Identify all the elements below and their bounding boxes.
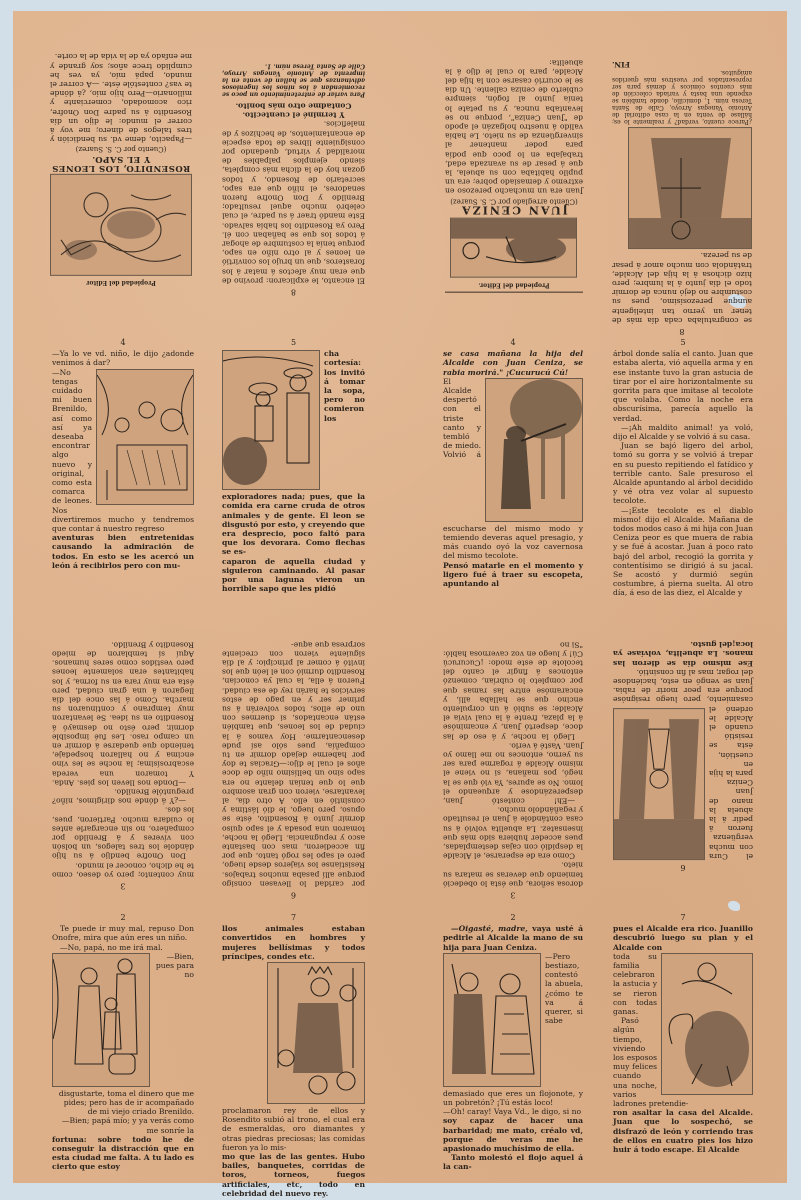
story-text: ron asaltar la casa del Alcalde. Juan que lo sospechó, se disfrazó de león y corriendo tras de ellos en cuatro pies los hizo huir á todo escape. El Alcalde (613, 1108, 753, 1155)
closing-line-2: Contadme otro más bonito. (235, 101, 352, 111)
story-byline: (Cuento arreglado por C. S. Suarez) (450, 197, 578, 206)
page-number: 2 (510, 913, 516, 922)
story-text: Llegó la noche, y á eso de las doce, despertó Juan, y encaminóse á la plaza, frente á la cual vivía el Alcalde; se subió á un corpulento encino que se hallaba allí, y encaramóse entre las ramas que por completo lo cubrían, comenzó entonces á fingir el canto del tecolote de este modo: ¡Cucurucú Cú! y luego en voz cavernosa habló: "Si no (443, 640, 583, 742)
story-text: fortuna: sobre todo he de conseguir la distracción que en esta ciudad me falta. A tu lado es cierto que estoy (52, 1134, 194, 1172)
story-text: se congratulaba cada día más de tener un yerno tan inteligente aunque perezosísimo, pues su costumbre no dejó nunca de dormir todo el día junto á la lumbre; pero hizo dichosa á la hija del Alcalde, tratándola con mucho amor á pesar de su pereza. (612, 251, 752, 325)
owl-call-text: se casa mañana la hija del Alcalde con Juan Ceniza, se rabia morirá." ¡Cucurucú Cú! (443, 349, 583, 377)
illustration-lion-frog (50, 174, 192, 276)
illustration-explorers-lion (222, 350, 320, 490)
story-text: —Papacito, deme vd. su bendición y tres talegos de dinero; me voy á correr el mundo: le dijo un día Rosendito á su padre Don Onofre, rico acomodado, comerciante y millonario—Pero hijo mío, ¿á dónde te vas? contestóle éste. —A correr el mundo, papá mío, ya ves he cumplido trece años; soy grande y me enfado ya de la vida de la corte. (50, 52, 192, 145)
closing-line: Y terminé el cuentecito. (242, 110, 345, 120)
story-text: dorosa señora, que ésta lo obedeció temiendo que deveras se matara su nieto. (443, 861, 583, 889)
story-text: Te puede ir muy mal, repuso Don Onofre, mira que aún eres un niño. (52, 924, 194, 943)
page-number: 4 (120, 338, 126, 347)
editor-line: Propiedad del Editor. (445, 280, 583, 292)
illustration-rosendito-throne (267, 962, 365, 1104)
story-text: mo que las de las gentes. Hubo bailes, banquetes, corridas de toros, torneos, fuegos artificiales, etc, todo en celebridad del nuevo rey. (222, 1152, 365, 1198)
illustration-juan-sleeping-chair (628, 127, 752, 249)
story-text: —Oh! caray! Vaya Vd., le digo, si no (443, 1107, 582, 1117)
story-text: cha cortesía: los invitó á tomar la sopa, pero no comieron los exploradores nada; pues, que la comida era carne cruda de otros animales y de gente. El leon se disgustó por esto, y creyendo que era desprecio, poco faltó para que los devorara. Como flechas se es- (222, 349, 365, 557)
page-number: 5 (680, 338, 686, 347)
illustration-father-son (52, 953, 150, 1087)
story-text: Tanto molestó el flojo aquel á la can- (443, 1153, 583, 1172)
illustration-mayor-shooting (485, 378, 583, 522)
page-juan-ceniza-7 (613, 913, 753, 1154)
story-text: proclamaron rey de ellos y Rosendito subió al trono, el cual era de esmeraldas, oro diamantes y otras piedras preciosas; las comidas fueron ya lo mis- (222, 1106, 365, 1152)
story-byline: (Cuento por C. S. Suarez) (75, 145, 167, 154)
story-text: —Eh! contestó Juan, desperezándose y arqueando el lomo. No se apures, Ya vió que se la negó, pos mañana, si no viene el mismo Alcalde á rogarme para ser su yerno, entonces no me llamo yo Juan. Vasté á verlo. (443, 741, 583, 806)
story-text: Juan se bajó ligero del arbol, tomó su gorra y se volvió á trepar en su puesto repitiendo el fatídico y terrible canto. Sale presuroso el Alcalde apuntando al árbol decidido y vé otra vez volar al supuesto tecolote. (613, 441, 753, 506)
page-rosendito-5 (222, 338, 365, 593)
page-number: 2 (120, 913, 126, 922)
dialogue-italic: —Oigasté, madre, (451, 924, 528, 934)
page-number: 3 (120, 881, 126, 891)
page-number: 8 (679, 327, 685, 337)
page-number: 5 (290, 338, 297, 347)
story-text: toda su familia celebraron la astucia y se rieron con todas ganas. (613, 951, 657, 1017)
page-juan-ceniza-6 (613, 640, 753, 872)
illustration-juan-grandmother (443, 953, 541, 1087)
story-text: llos animales estaban convertidos en hombres y mujeres bellísimas y todos príncipes, condes etc. (222, 924, 365, 961)
story-text: —Ya lo ve vd. niño, le dijo ¿adonde venimos á dar? (52, 349, 194, 368)
page-rosendito-3 (52, 640, 194, 890)
story-text: —Bien; papá mío; y ya verás como me sonríe la (61, 1116, 194, 1135)
illustration-sleeping-juan (451, 217, 578, 277)
page-juan-ceniza-8 (612, 60, 752, 336)
story-text: —Bien, pues para no disgustarte, toma el dinero que me pides; pero has de ir acompañado de mi viejo criado Brenildo. (58, 951, 194, 1117)
page-rosendito-1 (50, 52, 192, 289)
page-rosendito-4 (52, 338, 194, 570)
caption: ¿Parece cuento, verdad? y realmente lo es; hállase de venta en la casa editorial de Antonio Vanegas Arroyo, Calle de Santa Teresa núm. 1, domicilio, donde también se expende una basta y variada colección de más cuentos cómicos y demás para ser representados por vuestros más queridos amiguitos. (612, 69, 752, 126)
page-number: 7 (680, 913, 686, 922)
illustration-dinner-lion (96, 369, 194, 505)
story-text: Pasó algún tiempo, viviendo los esposos muy felices cuando una noche, varios ladrones pretendie- (613, 1016, 689, 1109)
story-text: Ese mismo día se dieron las manos. La abuelita, volvíase ya loca¡del gusto. (613, 640, 753, 668)
page-number: 4 (510, 338, 516, 347)
story-text: —No tengas cuidado mi buen Brenildo, así como así ya deseaba encontrar algo nuevo y original, como esta comarca de leones. Nos divertiremos mucho y tendremos que contar á nuestro regreso (52, 367, 194, 534)
page-rosendito-2 (52, 913, 194, 1172)
story-text: Como era de esperarse, el Alcalde la despidió con cajas destempladas, pues acceder hubiera sido más que insensatez. La abuelita volvió á su casa contándole á Juan el resultado y regañándolo mucho. (443, 805, 583, 861)
page-juan-ceniza-1 (445, 58, 583, 295)
story-text: —¡Ah maldito animal! ya voló, dijo el Alcalde y se volvió á su casa. (613, 422, 753, 442)
footnote: Para variar de entretenimiento un poco se recomiendan á los niños los ingeniosos adivinanzas que se hallan de venta en la imprenta de Antonio Vanegas Arroyo, Calle de Santa Teresa núm. 1. (222, 62, 365, 97)
page-rosendito-7 (222, 913, 365, 1198)
story-text (443, 924, 583, 952)
dialogue-text: vaya usté á pedirle al Alcalde la mano de su hija para Juan Ceniza. (443, 924, 583, 952)
story-title: ROSENDITO, LOS LEONES Y EL SAPO. (51, 153, 191, 173)
page-number: 6 (290, 890, 297, 900)
page-rosendito-8 (222, 62, 365, 296)
page-number: 8 (290, 287, 297, 297)
page-number: 7 (290, 913, 297, 922)
page-juan-ceniza-5 (613, 338, 753, 598)
story-text: aventuras bien entretenidas causando la admiración de todos. En esto se les acercó un león á recibirlos pero con mu- (52, 533, 194, 570)
story-text: —¡Este tecolote es el diablo mismo! dijo el Alcalde. Mañana de todos modos caso á mi hija con Juan Ceniza peor es que muera de rabia y se fué á acostar. Juan á poco rato bajó del arbol, recogió la gorrita y contentísimo se dirigió á su jacal. Se acostó y durmió según costumbre, á pierna suelta. Al otro día, á eso de las diez, el Alcalde y (613, 505, 753, 598)
story-text: —No, papá, no me irá mal. (60, 942, 163, 952)
story-text: muy contento; pero yo deseo, como te he dicho, conocer el mundo. (52, 861, 194, 880)
end-mark: FIN. (612, 60, 631, 70)
page-number: 6 (680, 863, 686, 873)
page-juan-ceniza-3 (443, 640, 583, 900)
story-text: Pensó matarle en el momento y ligero fué á traer su escopeta, apuntando al (443, 560, 583, 589)
story-text: el Cura con mucha vergüenza fueron á pedir á la abuela la mano de Juan Ceniza para la hija en cuestión, ésta se resistió cuando el Alcalde le ordenó el casamiento, pero luego resignóse porque era peor morir de rabia. Juan se vengó en esto, haciéndose del rogar, mas al fin consintió. (613, 667, 753, 861)
story-text: Don Onofre bendijo á su hijo dándole los tres talegos, un bolsón con víveres y á Brenildo por compañero, no sin encargarle antes lo cuidara mucho. Partieron, pues, los dos. (52, 805, 194, 861)
page-juan-ceniza-4 (443, 338, 583, 588)
paper-tear (728, 901, 740, 911)
illustration-juan-lion-disguise (661, 953, 753, 1095)
story-title: JUAN CENIZA (460, 203, 568, 217)
page-juan-ceniza-2 (443, 913, 583, 1172)
story-text: caparon de aquella ciudad y siguieron caminando. Al pasar por una laguna vieron un horrible sapo que les pidió (222, 556, 365, 594)
story-text: por caridad lo llevasen consigo porque allí pasaba muchos trabajos. Resistíanse los viajeros desde luego, pero el sapo les rogó tanto, que por fin accedieron, mas con bastante asco y repugnancia. Llegó la noche, tomaron una posada y el sapo quiso dormir junto á Rosendito, éste se opuso, pero luego, le dió lástima y consintió en ello. A otro día, al levantarse, vieron con gran asombro que lo que tenían delante no era sapo sino un bellísimo niño de doce años el cual le dijo:—Gracias te doy por haberme dejado dormir en tu compañía, pues sólo así pude desencantarme. Hoy vamos á la ciudad de los leones, que también están encantados, si duermes con uno de ellos, todos volverán á su primer ser y en pago de estos servicios te harán rey de esa ciudad. Fueron á ella, la cual ya conocían, Rosendito durmió con el león que los invitó á comer al principio; y al día siguiente vieron con creciente sorpresa que aque- (222, 640, 365, 889)
story-text: El encanto, le explicaron: provino de que eran muy afectos á matar á los forasteros, que un brujo los convirtió en leones y al otro niño en sapo, porque tenía la costumbre de ahogar á todos los que se bañaban con él. Pero ya Rosendito los había salvado. Este mandó traer á su padre, el cual celebró mucho aquel resultado; Brenildo y Don Onofre fueron senadores, el niño que era sapo, secretario de Rosendo, y todos gozan hoy de la dicha más completa, siendo ejemplos palpables de moralidad y virtud, quedando por consiguiente libres de toda especie de encantamientos, de hechizos y de maleficios. (222, 119, 365, 286)
story-text: —Donde nos lleven los pies. Anda. Y tomaron una vereda escabrosísima; la noche se les vino encima y no hallaron hospedaje, teniendo que quedarse á dormir en un campo raso. Les fué imposible dormir, pero ésto no desmayó á Rosendito en su idea. Se levantaron muy temprano y continuaron su marcha. Como á las once del día llegaron á una gran ciudad, pero ésta era muy rara en su forma, y los habitantes eran solamente leones pero vestidos como seres humanos. Aquí sí temblaron de miedo Rosendito y Brenildo. (52, 640, 194, 788)
story-text: —Pero bestiazo, contestó la abuela, ¿cómo te va á querer, si sabe demasiado que eres un flojonote, y un pobretón? ¡Tú estás loco! (443, 951, 583, 1108)
editor-line: Propiedad del Editor (86, 278, 156, 286)
illustration-wedding-altar (613, 708, 705, 860)
story-text: El Alcalde despertó con el triste canto y tembló de miedo. Volvió á escucharse del mismo modo y temiendo deveras aquel presagio, y más cuando oyó la voz cavernosa del mismo tecolote. (443, 376, 583, 561)
story-text: soy capaz de hacer una barbaridad; me mato, créalo vd, porque de veras me he apasionado muchísimo de ella. (443, 1116, 583, 1154)
story-text: pues el Alcalde era rico. Juanillo descubrió luego su plan y el Alcalde con (613, 924, 753, 952)
story-text: Juan era un muchacho perezoso en extremo y demasiado pobre; era un pupilo habitaba con su abuela, la que á pesar de su avanzada edad, trabajaba en lo poco que podía para poder mantener al sinvergüenza de su nieto. Le había valido á nuestro holgazán el apodo de "Juan Ceniza", porque no se levantaba nunca, y su petate lo tenía junto al fogón, siempre cubierto de ceniza caliente. Un día se le ocurrió casarse con la hija del Alcalde, para lo cual le dijo á la abuelita: (445, 58, 583, 197)
page-rosendito-6 (222, 640, 365, 900)
page-number: 3 (510, 890, 516, 900)
story-text: —¿Y á dónde nos dirigimos, niño? preguntóle Brenildo. (52, 787, 194, 806)
story-text: árbol donde salía el canto. Juan que estaba alerta, vió aquella arma y en ese instante tuvo la gran astucia de tirar por el aire horizontalmente su gorrita para que imitase al tecolote que volaba. Como la noche era obscurísima, parecía aquello la verdad. (613, 349, 753, 423)
